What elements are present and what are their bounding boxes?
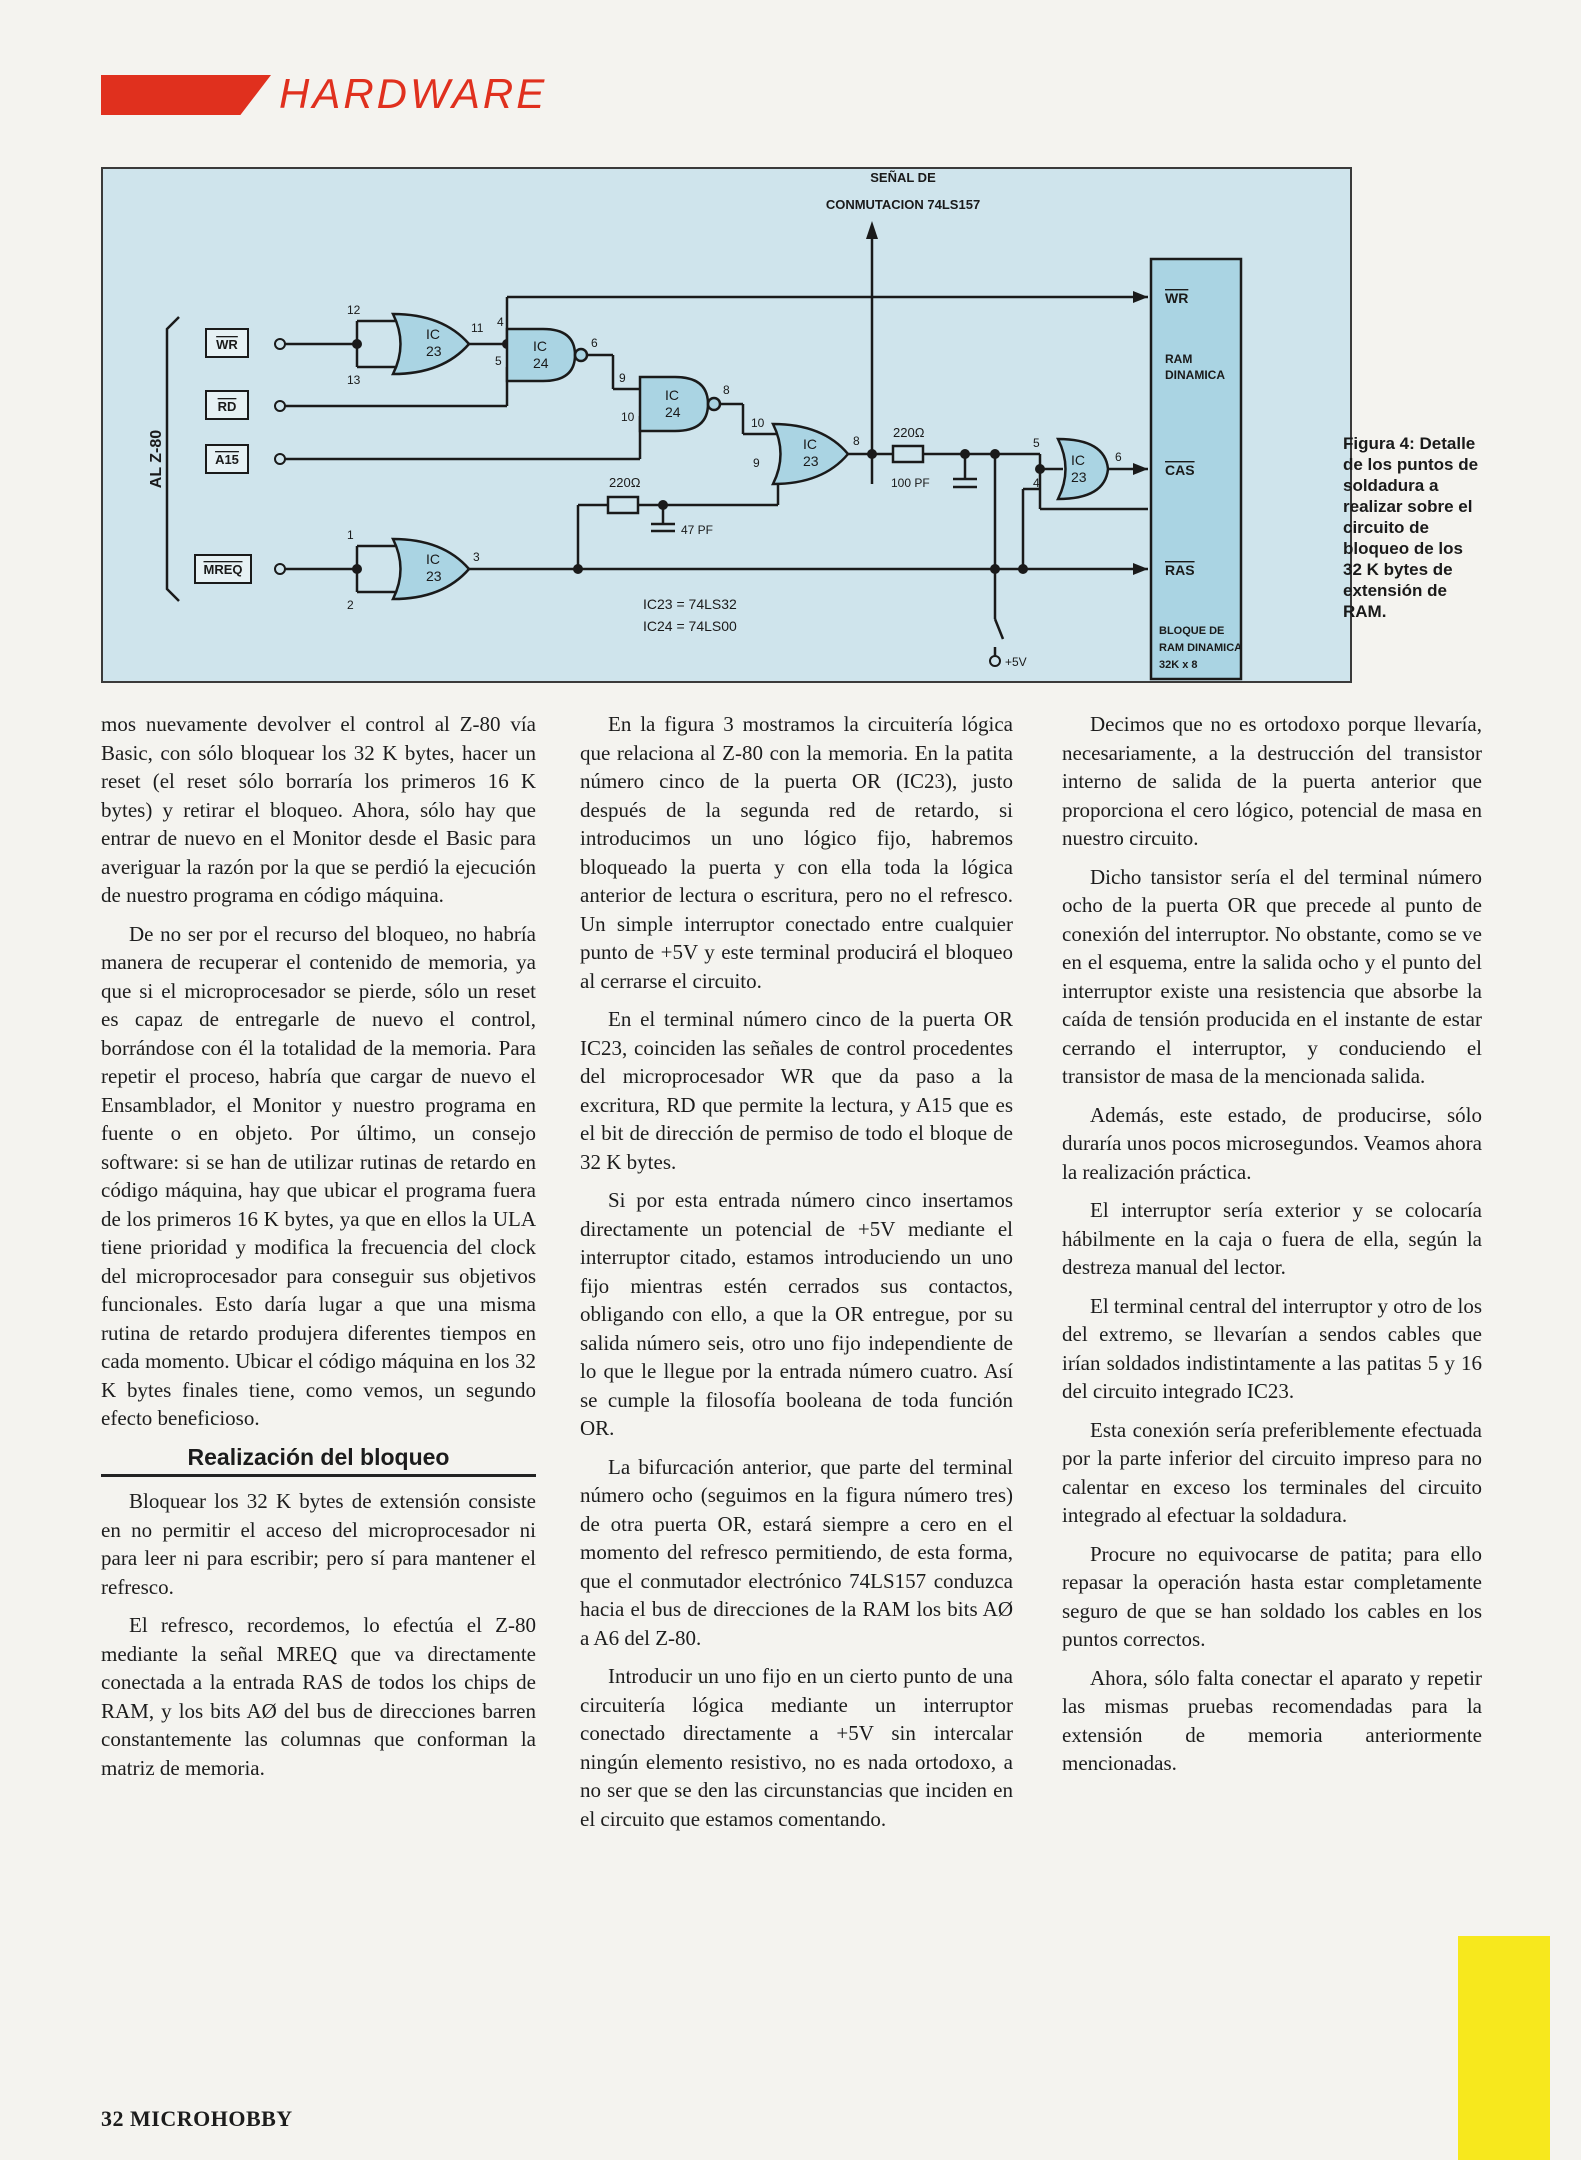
gate-ic24-a-bubble [575, 349, 587, 361]
cap-100-label: 100 PF [891, 476, 930, 490]
page-footer: 32 MICROHOBBY [101, 2106, 293, 2131]
circuit-diagram [103, 169, 1350, 681]
pin-9: 9 [619, 371, 626, 385]
pin-11: 11 [471, 321, 484, 335]
gate4-num: 23 [803, 453, 819, 469]
resistor-1-label: 220Ω [609, 475, 641, 490]
col1-paragraph-3: Bloquear los 32 K bytes de extensión consiste en no permitir el acceso del microprocesador ni para leer ni para escribir; pero sí para mantener el refresco. [101, 1489, 536, 1599]
header-red-bar [101, 75, 271, 115]
gate5-num: 23 [1071, 469, 1087, 485]
pin-5b: 5 [1033, 436, 1040, 450]
pin-8: 8 [723, 383, 730, 397]
pin-13: 13 [347, 373, 361, 387]
gate3-ic: IC [665, 387, 679, 403]
col2-paragraph-2: En el terminal número cinco de la puerta OR IC23, coinciden las señales de control procedentes del microprocesador WR que da paso a la excritura, RD que permite la lectura, y A15 que es el bit de dirección de permiso de todo el bloque de 32 K bytes. [580, 1007, 1013, 1174]
col1-paragraph-2: De no ser por el recurso del bloqueo, no habría manera de recuperar el contenido de memoria, ya que si el microprocesador se pierde, sólo un reset es capaz de entregarle de nuevo el control, borrándose con él la totalidad de la memoria. Para repetir el proceso, habría que cargar de nuevo el Ensamblador, el Monitor y nuestro programa en fuente o en objeto. Por último, un consejo software: si se han de utilizar rutinas de retardo en código máquina, hay que ubicar el programa fuera de los primeros 16 K bytes, ya que en ellos la ULA tiene prioridad y modifica la frecuencia del clock del microprocesador para conseguir sus objetivos funcionales. Esto daría lugar a que una misma rutina de retardo produjera diferentes tiempos en cada momento. Ubicar el código máquina en los 32 K bytes finales tiene, como vemos, un segundo efecto beneficioso. [101, 921, 536, 1430]
col3-paragraph-1: Decimos que no es ortodoxo porque llevaría, necesariamente, a la destrucción del transistor interno de salida de la puerta anterior que proporciona el cero lógico, potencial de masa en nuestro circuito. [1062, 712, 1482, 850]
subheading: Realización del bloqueo [101, 1443, 536, 1478]
ram-pin-ras: RAS [1165, 562, 1195, 578]
col1-paragraph-1: mos nuevamente devolver el control al Z-80 vía Basic, con sólo bloquear los 32 K bytes, hacer un reset (el reset sólo borraría los primeros 16 K bytes) y retirar el bloqueo. Ahora, sólo hay que entrar de nuevo en el Monitor desde el Basic para averiguar la razón por la que se perdió la ejecución de nuestro programa en código máquina. [101, 712, 536, 907]
pin-9b: 9 [753, 456, 760, 470]
input-wr: WR [216, 337, 238, 352]
col3-paragraph-8: Ahora, sólo falta conectar el aparato y repetir las mismas pruebas recomendadas para la extensión de memoria anteriormente mencionadas. [1062, 1665, 1482, 1775]
gate2-ic: IC [533, 338, 547, 354]
legend-ic23: IC23 = 74LS32 [643, 596, 737, 612]
pin-2: 2 [347, 598, 354, 612]
input-a15: A15 [215, 452, 239, 467]
col3-paragraph-5: El terminal central del interruptor y otro de los del extremo, se llevarían a sendos cables que irían soldados indistintamente a las patitas 5 y 16 del circuito integrado IC23. [1062, 1293, 1482, 1403]
input-rd: RD [217, 399, 237, 414]
pin-8b: 8 [853, 434, 860, 448]
col2-paragraph-4: La bifurcación anterior, que parte del terminal número ocho (seguimos en la figura número tres) de otra puerta OR, estará siempre a cero en el momento del refresco permitiendo, de esta forma, que el conmutador electrónico 74LS157 conduzca hacia el bus de direcciones de la RAM los bits AØ a A6 del Z-80. [580, 1454, 1013, 1650]
gate6-ic: IC [426, 551, 440, 567]
signal-label-1: SEÑAL DE [870, 170, 936, 185]
side-label: AL Z-80 [148, 429, 165, 489]
pin-4: 4 [497, 315, 504, 329]
block-label-3: 32K x 8 [1159, 659, 1198, 671]
gate2-num: 24 [533, 355, 549, 371]
col3-paragraph-7: Procure no equivocarse de patita; para ello repasar la operación hasta estar completamente seguro de que se han soldado los cables en los puntos correctos. [1062, 1541, 1482, 1651]
col3-paragraph-6: Esta conexión sería preferiblemente efectuada por la parte inferior del circuito impreso para no calentar en exceso los terminales del circuito integrado al efectuar la soldadura. [1062, 1417, 1482, 1527]
block-label-1: BLOQUE DE [1159, 625, 1225, 637]
section-title: HARDWARE [279, 70, 548, 117]
ram-pin-cas: CAS [1165, 462, 1195, 478]
col3-paragraph-3: Además, este estado, de producirse, sólo duraría unos pocos microsegundos. Veamos ahora la realización práctica. [1062, 1102, 1482, 1184]
gate4-ic: IC [803, 436, 817, 452]
col1-paragraph-4: El refresco, recordemos, lo efectúa el Z-80 mediante la señal MREQ que va directamente conectada a la entrada RAS de todos los chips de RAM, y los bits AØ del bus de direcciones barren constantemente las columnas que conforman la matriz de memoria. [101, 1613, 536, 1780]
pin-10b: 10 [751, 416, 765, 430]
col2-paragraph-3: Si por esta entrada número cinco insertamos directamente un potencial de +5V mediante el interruptor citado, estamos introduciendo un uno fijo mientras estén cerrados sus contactos, obligando con ello, a que la OR entregue, por su salida número seis, otro uno fijo independiente de lo que le llegue por la entrada número cuatro. Así se cumple la filosofía booleana de toda función OR. [580, 1188, 1013, 1440]
col3-paragraph-2: Dicho tansistor sería el del terminal número ocho de la puerta OR que precede al punto de conexión del interruptor. No obstante, como se ve en el esquema, entre la salida ocho y el punto del interruptor existe una resistencia que absorbe la caída de tensión producida en el instante de estar cerrando el interruptor, y conduciendo el transistor de masa de la mencionada salida. [1062, 864, 1482, 1088]
pin-10: 10 [621, 410, 635, 424]
col3-paragraph-4: El interruptor sería exterior y se colocaría hábilmente en la caja o fuera de ella, según la destreza manual del lector. [1062, 1198, 1482, 1279]
column-2 [580, 710, 1013, 1843]
pin-5: 5 [495, 354, 502, 368]
col2-paragraph-1: En la figura 3 mostramos la circuitería lógica que relaciona al Z-80 con la memoria. En la patita número cinco de la puerta OR (IC23), justo después de la segunda red de retardo, si introducimos un uno lógico fijo, habremos bloqueado la puerta y con ella toda la lógica anterior de lectura o escritura, pero no el refresco. Un simple interruptor conectado entre cualquier punto de +5V y este terminal producirá el bloqueo al cerrarse el circuito. [580, 712, 1013, 993]
resistor-2-label: 220Ω [893, 425, 925, 440]
gate1-ic: IC [426, 326, 440, 342]
col2-paragraph-5: Introducir un uno fijo en un cierto punto de una circuitería lógica mediante un interruptor conectado directamente a +5V sin intercalar ningún elemento resistivo, no es nada ortodoxo, a no ser que se den las circunstancias que inciden en el circuito que estamos comentando. [580, 1664, 1013, 1831]
yellow-margin-strip [1458, 1936, 1550, 2160]
ram-label-2: DINAMICA [1165, 368, 1225, 382]
column-3 [1062, 710, 1482, 1788]
column-1 [101, 710, 536, 1792]
circuit-figure [101, 167, 1352, 683]
gate6-num: 23 [426, 568, 442, 584]
gate-ic24-b-bubble [708, 398, 720, 410]
ram-label-1: RAM [1165, 352, 1193, 366]
cap-47-label: 47 PF [681, 523, 714, 537]
pin-6: 6 [591, 336, 598, 350]
gate3-num: 24 [665, 404, 681, 420]
gate1-num: 23 [426, 343, 442, 359]
gate5-ic: IC [1071, 452, 1085, 468]
figure-caption: Figura 4: Detalle de los puntos de soldadura a realizar sobre el circuito de bloqueo de los 32 K bytes de extensión de RAM. [1343, 434, 1479, 621]
input-mreq: MREQ [203, 562, 243, 577]
ram-pin-wr: WR [1165, 290, 1189, 306]
pin-3: 3 [473, 550, 480, 564]
block-label-2: RAM DINAMICA [1159, 642, 1243, 654]
pin-4b: 4 [1033, 476, 1040, 490]
vcc-label: +5V [1005, 655, 1027, 669]
legend-ic24: IC24 = 74LS00 [643, 618, 737, 634]
pin-6b: 6 [1115, 450, 1122, 464]
signal-label-2: CONMUTACION 74LS157 [825, 197, 981, 212]
pin-12: 12 [347, 303, 361, 317]
pin-1: 1 [347, 528, 354, 542]
